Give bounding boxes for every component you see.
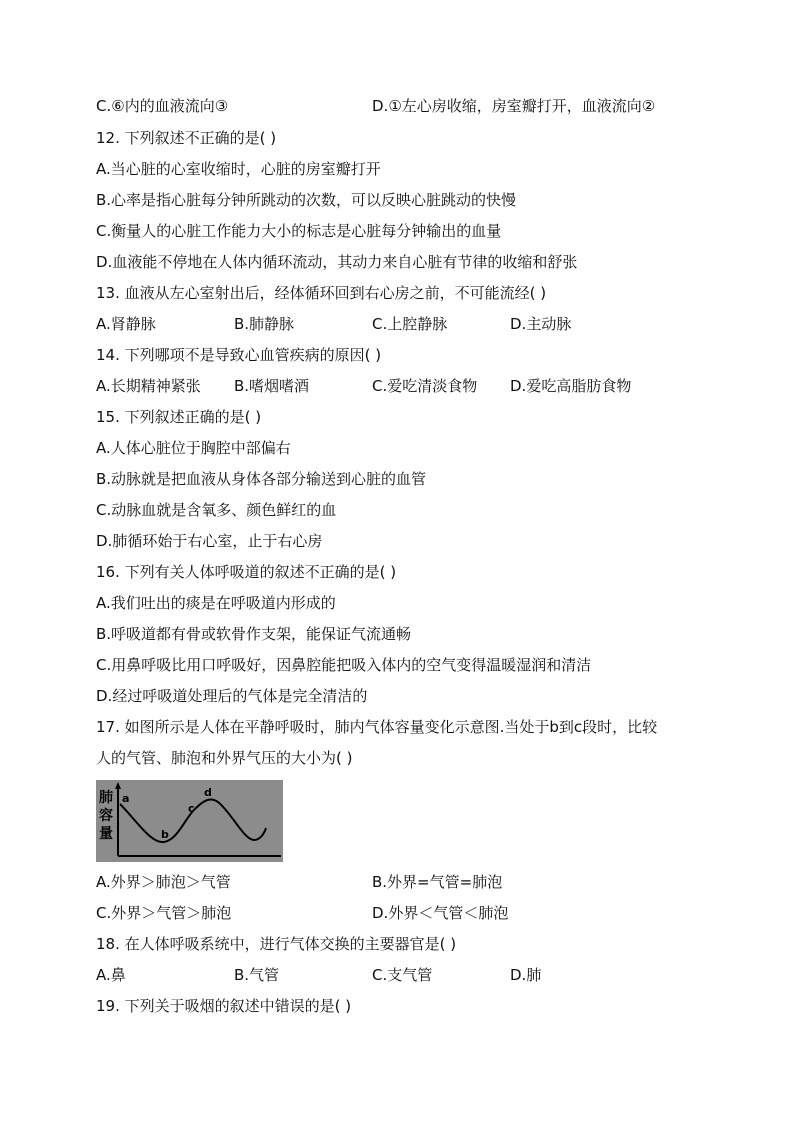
q17-stem-line1: 17. 如图所示是人体在平静呼吸时，肺内气体容量变化示意图.当处于b到c段时，比较 [96,718,658,736]
q18-stem: 18. 在人体呼吸系统中，进行气体交换的主要器官是( ) [96,935,457,953]
q14-option-c: C.爱吃清淡食物 [372,377,478,395]
q17-option-c: C.外界＞气管＞肺泡 [96,904,232,922]
q11-option-d: D.①左心房收缩，房室瓣打开，血液流向② [372,97,656,115]
q18-option-b: B.气管 [234,966,280,984]
q16-option-c: C.用鼻呼吸比用口呼吸好，因鼻腔能把吸入体内的空气变得温暖湿润和清洁 [96,656,592,674]
q17-stem-line2: 人的气管、肺泡和外界气压的大小为( ) [96,749,353,767]
q16-option-b: B.呼吸道都有骨或软骨作支架，能保证气流通畅 [96,625,412,643]
q15-option-c: C.动脉血就是含氧多、颜色鲜红的血 [96,501,337,519]
q15-option-d: D.肺循环始于右心室，止于右心房 [96,532,323,550]
point-label-d: d [204,786,212,799]
y-label-char-3: 量 [99,826,113,842]
y-label-char-2: 容 [99,808,113,824]
q12-option-a: A.当心脏的心室收缩时，心脏的房室瓣打开 [96,160,381,178]
q13-option-c: C.上腔静脉 [372,315,448,333]
q15-option-a: A.人体心脏位于胸腔中部偏右 [96,439,291,457]
q17-option-d: D.外界＜气管＜肺泡 [372,904,509,922]
q15-option-b: B.动脉就是把血液从身体各部分输送到心脏的血管 [96,470,427,488]
q12-option-d: D.血液能不停地在人体内循环流动，其动力来自心脏有节律的收缩和舒张 [96,253,578,271]
q17-option-b: B.外界=气管=肺泡 [372,873,503,891]
q13-stem: 13. 血液从左心室射出后，经体循环回到右心房之前，不可能流经( ) [96,284,547,302]
point-label-b: b [161,828,169,841]
lung-volume-figure [96,780,283,862]
q12-stem: 12. 下列叙述不正确的是( ) [96,129,277,147]
q18-option-c: C.支气管 [372,966,433,984]
q16-option-a: A.我们吐出的痰是在呼吸道内形成的 [96,594,336,612]
q11-option-c: C.⑥内的血液流向③ [96,97,229,115]
q12-option-c: C.衡量人的心脏工作能力大小的标志是心脏每分钟输出的血量 [96,222,502,240]
q15-stem: 15. 下列叙述正确的是( ) [96,408,262,426]
q14-option-d: D.爱吃高脂肪食物 [510,377,632,395]
q13-option-a: A.肾静脉 [96,315,156,333]
q14-option-b: B.嗜烟嗜酒 [234,377,310,395]
q18-option-a: A.鼻 [96,966,126,984]
q14-option-a: A.长期精神紧张 [96,377,201,395]
q13-option-b: B.肺静脉 [234,315,295,333]
q12-option-b: B.心率是指心脏每分钟所跳动的次数，可以反映心脏跳动的快慢 [96,191,517,209]
q18-option-d: D.肺 [510,966,542,984]
y-label-char-1: 肺 [99,790,113,806]
q16-stem: 16. 下列有关人体呼吸道的叙述不正确的是( ) [96,563,397,581]
q17-option-a: A.外界＞肺泡＞气管 [96,873,231,891]
q14-stem: 14. 下列哪项不是导致心血管疾病的原因( ) [96,346,382,364]
q16-option-d: D.经过呼吸道处理后的气体是完全清洁的 [96,687,368,705]
point-label-c: c [188,802,195,815]
lung-volume-diagram [96,780,283,862]
q13-option-d: D.主动脉 [510,315,572,333]
q19-stem: 19. 下列关于吸烟的叙述中错误的是( ) [96,997,352,1015]
point-label-a: a [122,792,130,805]
